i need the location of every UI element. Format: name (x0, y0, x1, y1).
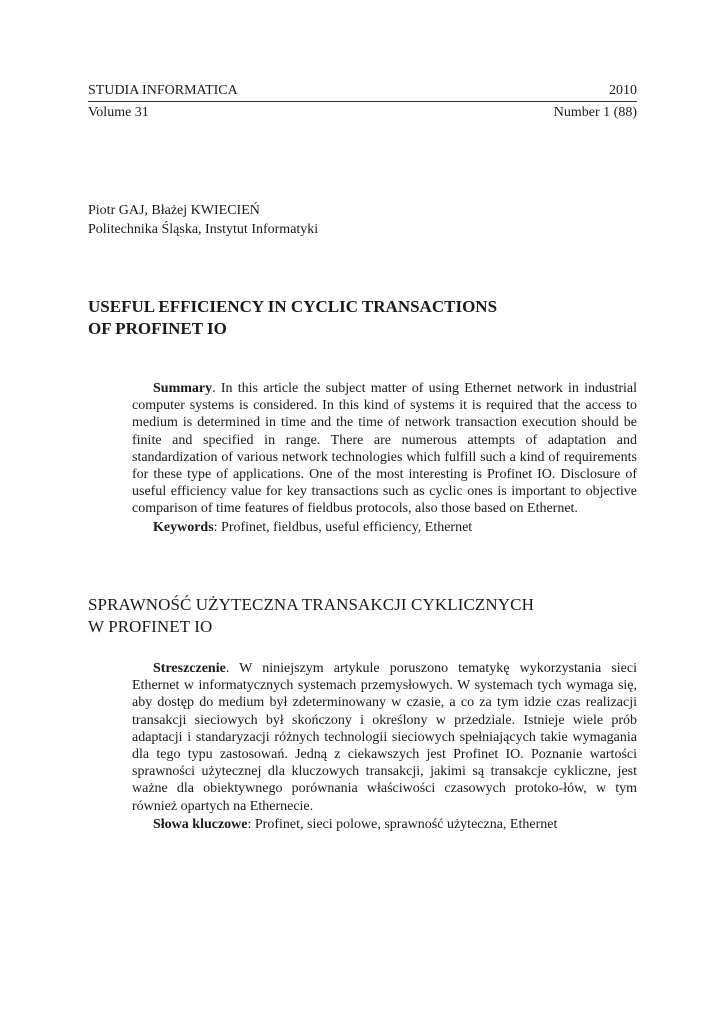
streszczenie-label: Streszczenie (153, 661, 226, 676)
author-names: Piotr GAJ, Błażej KWIECIEŃ (88, 203, 260, 218)
journal-number: Number 1 (88) (553, 105, 637, 120)
slowa-kluczowe-text: : Profinet, sieci polowe, sprawność użyteczna, Ethernet (247, 816, 558, 832)
author-block (88, 201, 637, 239)
title-english-line1: USEFUL EFFICIENCY IN CYCLIC TRANSACTIONS (88, 297, 498, 316)
keywords-paragraph (132, 519, 637, 536)
journal-year: 2010 (609, 83, 637, 98)
keywords-label: Keywords (153, 519, 214, 535)
summary-text: . In this article the subject matter of using Ethernet network in industrial computer systems is considered. In this kind of systems it is required that the access to medium is determined in time and the time of network transaction execution should be finite and specified in range. There are numerous attempts of adaptation and standardization of various network technologies which fulfill such a kind of requirements for these type of applications. One of the most interesting is Profinet IO. Disclosure of useful efficiency value for key transactions such as cyclic ones is important to objective comparison of time features of fieldbus protocols, also those based on Ethernet. (132, 381, 637, 517)
keywords-text: : Profinet, fieldbus, useful efficiency, Ethernet (213, 519, 473, 535)
journal-volume: Volume 31 (88, 105, 149, 120)
title-polish-line2: W PROFINET IO (88, 617, 213, 636)
abstract-polish (132, 660, 637, 833)
header-rule (88, 101, 637, 102)
author-affiliation: Politechnika Śląska, Instytut Informatyki (88, 222, 319, 237)
title-polish (88, 594, 637, 638)
abstract-english (132, 380, 637, 536)
title-english-line2: OF PROFINET IO (88, 319, 227, 338)
title-english (88, 296, 637, 340)
streszczenie-text: . W niniejszym artykule poruszono tematykę wykorzystania sieci Ethernet w informatycznych systemach przemysłowych. W systemach tych wymaga się, aby dostęp do medium był zdeterminowany w czasie, a co za tym idzie czas realizacji transakcji sieciowych był skończony i określony w przedziale. Istnieje wiele prób adaptacji i standaryzacji różnych technologii sieciowych spełniających takie wymagania dla tego typu zastosowań. Jedną z ciekawszych jest Profinet IO. Poznanie wartości sprawności użytecznej dla kluczowych transakcji, jakimi są transakcje cykliczne, jest ważne dla obiektywnego porównania właściwości czasowych protoko-łów, w tym również opartych na Ethernecie. (132, 661, 637, 814)
summary-paragraph (132, 380, 637, 518)
running-head (88, 82, 637, 122)
streszczenie-paragraph (132, 660, 637, 815)
slowa-kluczowe-label: Słowa kluczowe (153, 816, 248, 832)
title-polish-line1: SPRAWNOŚĆ UŻYTECZNA TRANSAKCJI CYKLICZNYCH (88, 595, 534, 614)
slowa-kluczowe-paragraph (132, 816, 637, 833)
journal-name: STUDIA INFORMATICA (88, 83, 238, 98)
summary-label: Summary (153, 381, 213, 396)
